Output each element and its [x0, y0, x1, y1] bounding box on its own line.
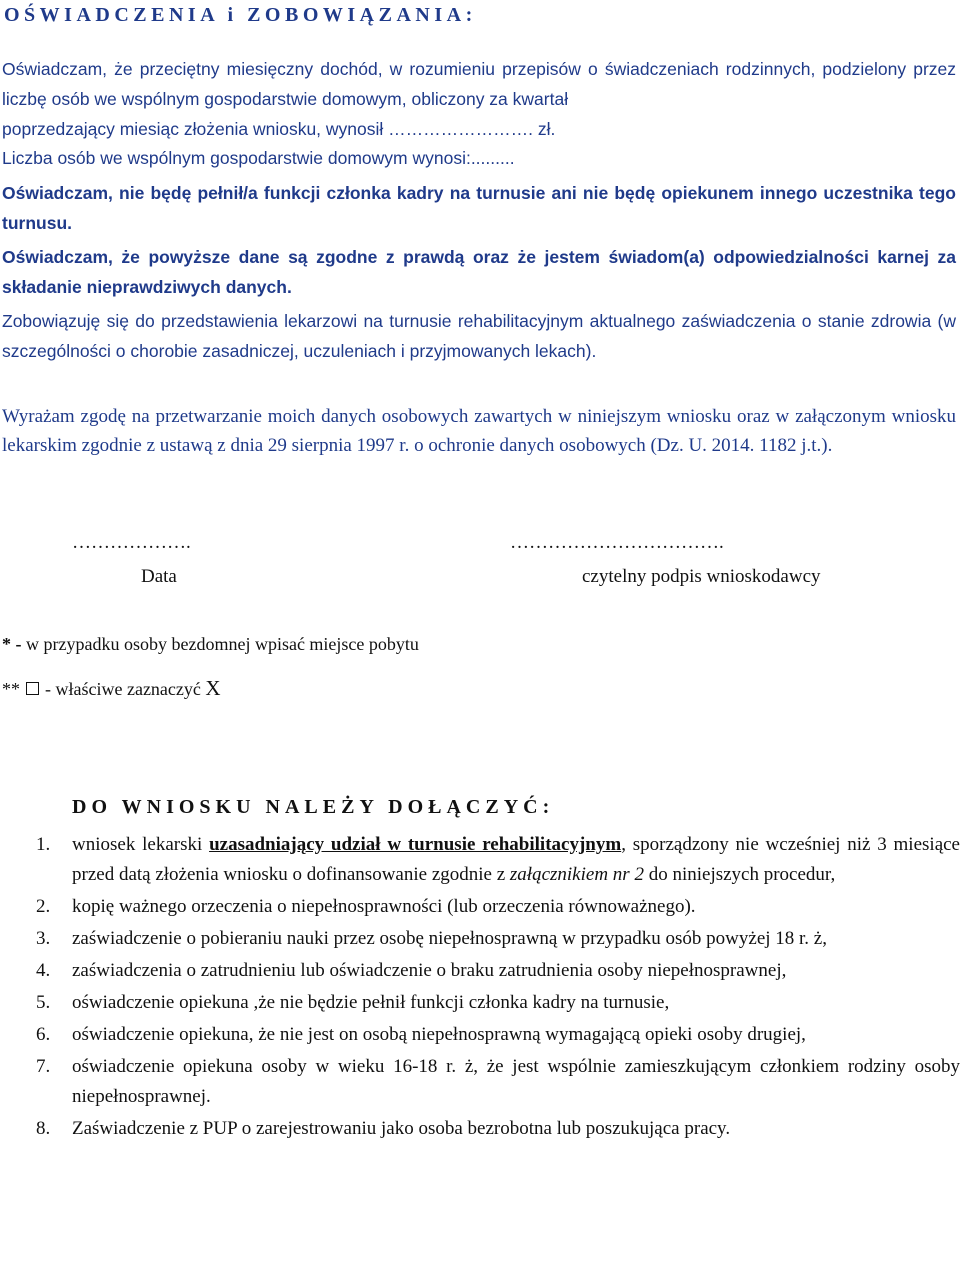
no-staff-statement: Oświadczam, nie będę pełnił/a funkcji członka kadry na turnusie ani nie będę opiekunem innego uczestnika tego turnusu. [2, 183, 956, 233]
list-item-number: 6. [36, 1024, 51, 1045]
list-item-text: oświadczenie opiekuna, że nie jest on osobą niepełnosprawną wymagającą opieki osoby drugiej, [72, 1024, 806, 1045]
list-item-number: 3. [36, 928, 51, 949]
date-label: Data [141, 566, 177, 587]
list-item [36, 1052, 960, 1112]
list-item-reference: załącznikiem nr 2 [509, 864, 644, 885]
list-item-text: do niniejszych procedur, [643, 864, 836, 885]
list-item-text: kopię ważnego orzeczenia o niepełnosprawności (lub orzeczenia równoważnego). [72, 896, 696, 917]
list-item-number: 2. [36, 896, 51, 917]
check-note-text: - właściwe zaznaczyć [45, 679, 201, 699]
list-item-number: 4. [36, 960, 51, 981]
date-dots: ………………. [72, 532, 191, 553]
data-consent: Wyrażam zgodę na przetwarzanie moich danych osobowych zawartych w niniejszym wniosku oraz w załączonym wniosku lekarskim zgodnie z ustawą z dnia 29 sierpnia 1997 r. o ochronie danych osobowych (Dz. U. 2014. 1182 j.t.). [2, 406, 956, 456]
list-item [36, 988, 960, 1018]
list-item-number: 1. [36, 834, 51, 855]
list-item [36, 956, 960, 986]
list-item-number: 5. [36, 992, 51, 1013]
household-count: Liczba osób we wspólnym gospodarstwie domowym wynosi:......... [2, 148, 515, 168]
list-item-text: wniosek lekarski [72, 834, 210, 855]
health-obligation: Zobowiązuję się do przedstawienia lekarzowi na turnusie rehabilitacyjnym aktualnego zaświadczenia o stanie zdrowia (w szczególności o chorobie zasadniczej, uczuleniach i przyjmowanych lekach). [2, 311, 956, 361]
attachments-list [36, 830, 960, 1146]
income-statement: Oświadczam, że przeciętny miesięczny dochód, w rozumieniu przepisów o świadczeniach rodzinnych, podzielony przez liczbę osób we wspólnym gospodarstwie domowym, obliczony za kwartał [2, 59, 956, 109]
checkbox-icon [26, 682, 39, 695]
check-note-mark: ** [2, 679, 20, 699]
homeless-note-text: w przypadku osoby bezdomnej wpisać miejsce pobytu [26, 634, 419, 654]
list-item [36, 1020, 960, 1050]
list-item-number: 8. [36, 1118, 51, 1139]
list-item [36, 830, 960, 890]
list-item-text: Zaświadczenie z PUP o zarejestrowaniu jako osoba bezrobotna lub poszukująca pracy. [72, 1118, 731, 1139]
list-item-text: , sporządzony nie wcześniej niż 3 miesiące przed datą złożenia wniosku o dofinansowanie zgodnie z [72, 834, 960, 885]
list-item-emphasis: uzasadniający udział w turnusie rehabilitacyjnym [209, 834, 622, 855]
x-mark: X [205, 676, 221, 700]
homeless-note-mark: * - [2, 634, 22, 654]
truth-statement: Oświadczam, że powyższe dane są zgodne z prawdą oraz że jestem świadom(a) odpowiedzialności karnej za składanie nieprawdziwych danych. [2, 247, 956, 297]
attachments-title: DO WNIOSKU NALEŻY DOŁĄCZYĆ: [72, 796, 555, 818]
signature-dots: ……………………………. [510, 532, 724, 553]
list-item-text: zaświadczenia o zatrudnieniu lub oświadczenie o braku zatrudnienia osoby niepełnosprawnej, [72, 960, 787, 981]
homeless-note [2, 634, 419, 655]
list-item-number: 7. [36, 1056, 51, 1077]
list-item-text: oświadczenie opiekuna osoby w wieku 16-18 r. ż, że jest wspólnie zamieszkującym członkiem rodziny osoby niepełnosprawnej. [72, 1056, 960, 1107]
list-item-text: oświadczenie opiekuna ,że nie będzie pełnił funkcji członka kadry na turnusie, [72, 992, 670, 1013]
list-item [36, 892, 960, 922]
list-item [36, 924, 960, 954]
section-heading: OŚWIADCZENIA i ZOBOWIĄZANIA: [4, 4, 477, 26]
list-item-text: zaświadczenie o pobieraniu nauki przez osobę niepełnosprawną w przypadku osób powyżej 18 r. ż, [72, 928, 827, 949]
signature-label: czytelny podpis wnioskodawcy [582, 566, 821, 587]
list-item [36, 1114, 960, 1144]
income-statement-end: poprzedzający miesiąc złożenia wniosku, wynosił ……………………. zł. [2, 119, 556, 139]
check-note [2, 676, 221, 701]
